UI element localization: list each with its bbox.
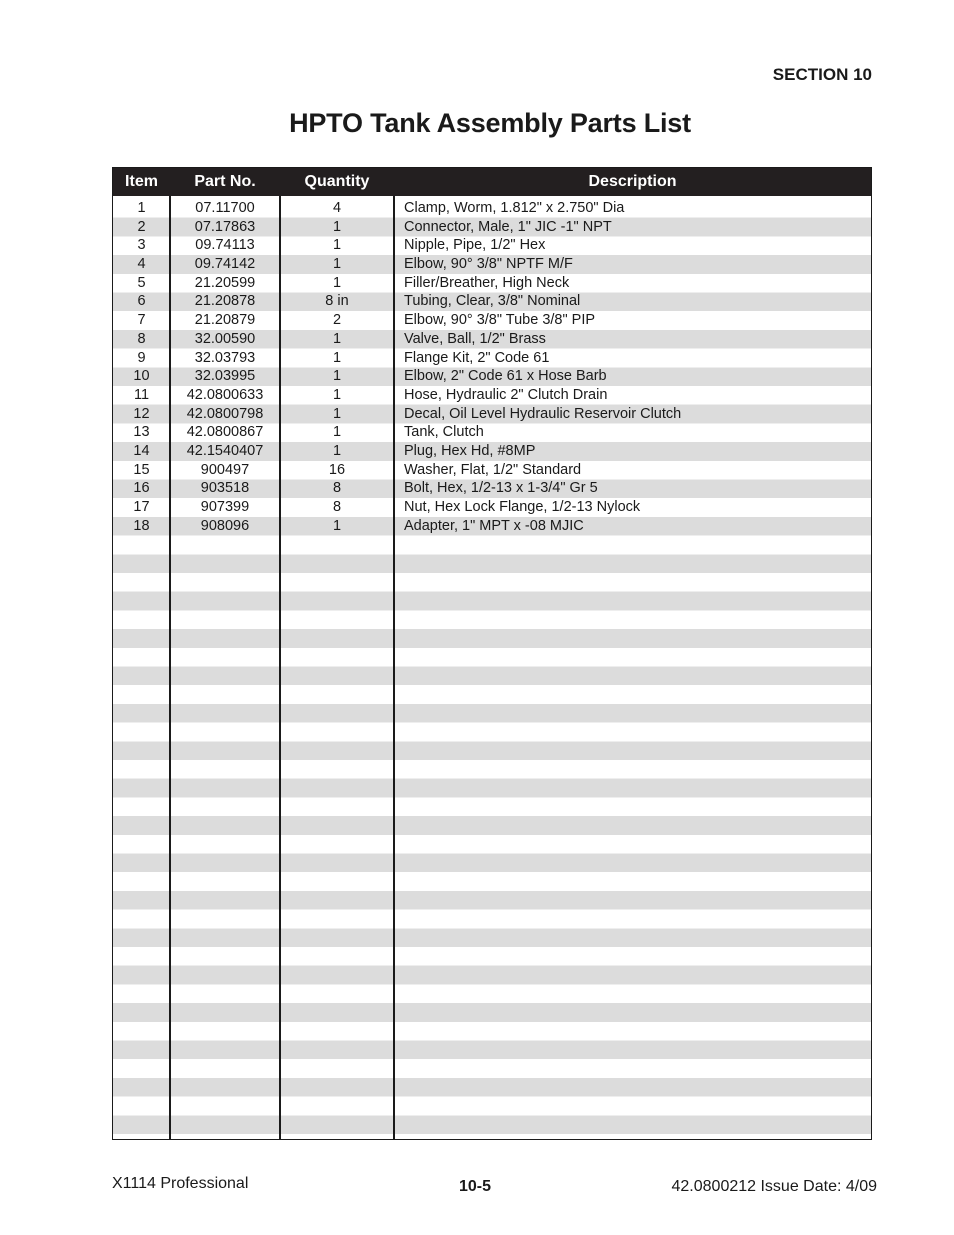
row-quantity: 8	[332, 480, 342, 497]
row-description: Nut, Hex Lock Flange, 1/2-13 Nylock	[404, 499, 641, 515]
table-row	[113, 218, 871, 237]
row-quantity: 1	[332, 517, 342, 534]
row-part-number: 42.1540407	[186, 442, 264, 459]
row-quantity: 1	[332, 405, 342, 422]
column-header-quantity: Quantity	[304, 173, 370, 190]
row-quantity: 1	[332, 256, 342, 273]
row-description: Flange Kit, 2" Code 61	[404, 349, 550, 366]
row-part-number: 42.0800798	[186, 405, 264, 422]
table-row	[113, 255, 871, 274]
row-item-number: 5	[137, 274, 146, 291]
table-body	[113, 196, 871, 1139]
row-quantity: 1	[332, 237, 342, 254]
row-quantity: 1	[332, 349, 342, 366]
row-item-number: 4	[137, 256, 146, 273]
parts-table	[112, 167, 872, 1140]
column-header-description: Description	[588, 173, 677, 190]
footer-doc-info: 42.0800212 Issue Date: 4/09	[671, 1178, 877, 1195]
row-item-number: 18	[133, 517, 150, 534]
table-row	[113, 349, 871, 368]
table-row	[113, 479, 871, 498]
table-row	[113, 405, 871, 424]
table-row	[113, 274, 871, 293]
table-row	[113, 367, 871, 386]
row-item-number: 6	[137, 293, 146, 310]
table-row	[113, 199, 871, 218]
row-quantity: 8	[332, 499, 342, 515]
section-label: SECTION 10	[772, 65, 872, 84]
row-part-number: 908096	[200, 517, 250, 534]
row-description: Adapter, 1" MPT x -08 MJIC	[404, 517, 584, 534]
column-header-part-no: Part No.	[194, 173, 256, 190]
row-description: Clamp, Worm, 1.812" x 2.750" Dia	[404, 200, 625, 216]
row-part-number: 42.0800633	[186, 386, 264, 403]
table-row	[113, 442, 871, 461]
table-row	[113, 330, 871, 349]
row-description: Plug, Hex Hd, #8MP	[404, 442, 536, 459]
row-quantity: 1	[332, 330, 342, 347]
table-row	[113, 461, 871, 480]
row-item-number: 2	[137, 218, 146, 235]
row-quantity: 1	[332, 442, 342, 459]
row-part-number: 900497	[200, 461, 250, 478]
table-row	[113, 386, 871, 405]
row-item-number: 11	[133, 386, 150, 403]
row-item-number: 1	[137, 200, 146, 216]
row-part-number: 21.20878	[194, 293, 256, 310]
table-row	[113, 311, 871, 330]
row-description: Decal, Oil Level Hydraulic Reservoir Clutch	[404, 405, 682, 422]
footer-page-number: 10-5	[459, 1178, 492, 1195]
page-title: HPTO Tank Assembly Parts List	[289, 108, 691, 138]
row-item-number: 17	[133, 499, 150, 515]
footer-product: X1114 Professional	[112, 1175, 249, 1192]
row-item-number: 15	[133, 461, 150, 478]
row-description: Tank, Clutch	[404, 424, 484, 441]
row-item-number: 8	[137, 330, 146, 347]
row-description: Hose, Hydraulic 2" Clutch Drain	[404, 386, 608, 403]
row-item-number: 7	[137, 312, 146, 329]
row-item-number: 14	[133, 442, 150, 459]
row-part-number: 42.0800867	[186, 424, 264, 441]
row-quantity: 2	[332, 312, 342, 329]
row-description: Connector, Male, 1" JIC -1" NPT	[404, 218, 612, 235]
row-description: Elbow, 90° 3/8" NPTF M/F	[404, 256, 573, 273]
table-row	[113, 292, 871, 311]
row-quantity: 1	[332, 274, 342, 291]
row-quantity: 16	[328, 461, 346, 478]
table-row	[113, 236, 871, 255]
row-item-number: 3	[137, 237, 146, 254]
table-row	[113, 517, 871, 536]
row-item-number: 13	[133, 424, 150, 441]
row-item-number: 12	[133, 405, 150, 422]
row-quantity: 1	[332, 218, 342, 235]
row-part-number: 09.74113	[195, 237, 255, 254]
row-description: Elbow, 2" Code 61 x Hose Barb	[404, 368, 607, 385]
row-part-number: 21.20879	[194, 312, 256, 329]
row-description: Bolt, Hex, 1/2-13 x 1-3/4" Gr 5	[404, 480, 598, 497]
row-part-number: 32.03793	[194, 349, 256, 366]
table-row	[113, 498, 871, 517]
row-part-number: 09.74142	[194, 256, 256, 273]
row-quantity: 1	[332, 368, 342, 385]
row-quantity: 8 in	[325, 293, 349, 310]
row-part-number: 903518	[200, 480, 250, 497]
row-part-number: 32.00590	[194, 330, 256, 347]
row-description: Washer, Flat, 1/2" Standard	[404, 461, 582, 478]
table-header	[113, 168, 871, 196]
row-description: Nipple, Pipe, 1/2" Hex	[404, 237, 546, 254]
row-part-number: 907399	[200, 499, 250, 515]
row-quantity: 4	[332, 200, 342, 216]
row-part-number: 07.11700	[195, 200, 255, 216]
row-item-number: 9	[137, 349, 146, 366]
row-part-number: 07.17863	[194, 218, 256, 235]
row-part-number: 21.20599	[194, 274, 256, 291]
row-description: Elbow, 90° 3/8" Tube 3/8" PIP	[404, 312, 596, 329]
row-item-number: 16	[133, 480, 150, 497]
row-quantity: 1	[332, 424, 342, 441]
row-quantity: 1	[332, 386, 342, 403]
row-part-number: 32.03995	[194, 368, 256, 385]
column-header-item: Item	[125, 173, 158, 190]
row-description: Valve, Ball, 1/2" Brass	[404, 330, 546, 347]
table-row	[113, 423, 871, 442]
row-description: Tubing, Clear, 3/8" Nominal	[404, 293, 581, 310]
row-description: Filler/Breather, High Neck	[404, 274, 570, 291]
row-item-number: 10	[133, 368, 150, 385]
